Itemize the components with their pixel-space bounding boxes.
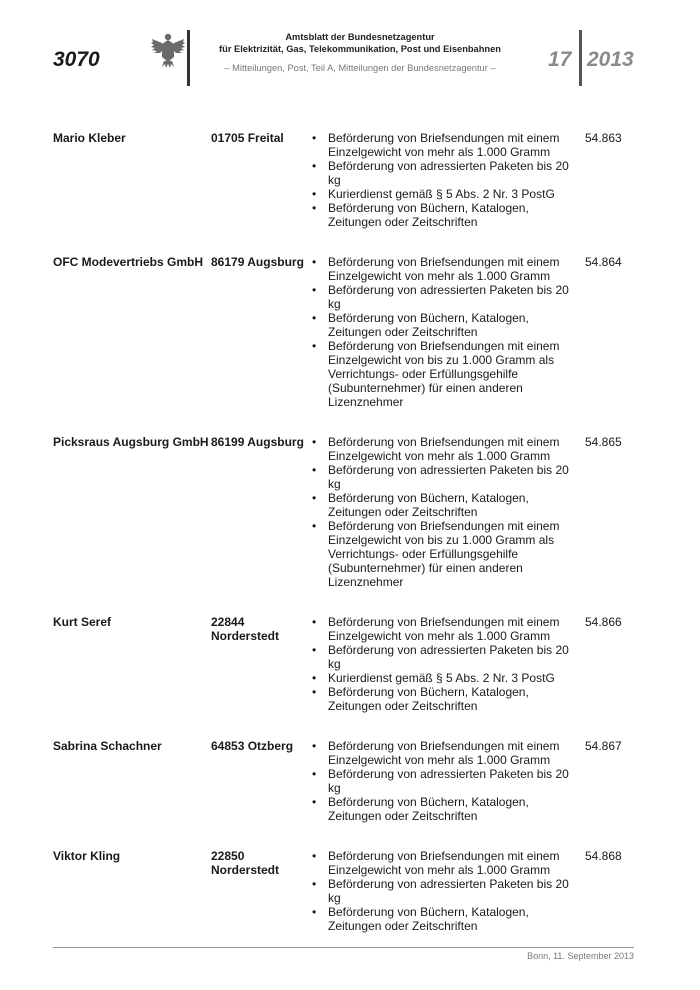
entry-number: 54.867: [585, 739, 622, 753]
service-item: • Kurierdienst gemäß § 5 Abs. 2 Nr. 3 PostG: [328, 671, 573, 685]
footer-date: Bonn, 11. September 2013: [527, 951, 634, 961]
license-entry: [53, 739, 633, 823]
header-title-block: [200, 31, 520, 74]
service-item: • Beförderung von Büchern, Katalogen, Zeitungen oder Zeitschriften: [328, 201, 573, 229]
entry-location: 64853 Otzberg: [211, 739, 294, 753]
service-item: • Beförderung von Briefsendungen mit einem Einzelgewicht von mehr als 1.000 Gramm: [328, 435, 573, 463]
header-title-line1: Amtsblatt der Bundesnetzagentur: [285, 32, 435, 42]
entry-name: Kurt Seref: [53, 615, 112, 629]
header-divider-right: [579, 30, 582, 86]
entry-number: 54.863: [585, 131, 622, 145]
service-list: [53, 435, 573, 589]
entry-name: Sabrina Schachner: [53, 739, 162, 753]
service-item: • Beförderung von adressierten Paketen bis 20 kg: [328, 643, 573, 671]
entry-number: 54.866: [585, 615, 622, 629]
entry-number: 54.868: [585, 849, 622, 863]
entry-location: 86199 Augsburg: [211, 435, 304, 449]
license-entry: [53, 131, 633, 229]
entry-location: 22850 Norderstedt: [211, 849, 280, 877]
header-divider-left: [187, 30, 190, 86]
license-entry: [53, 435, 633, 589]
service-item: • Beförderung von Briefsendungen mit einem Einzelgewicht von mehr als 1.000 Gramm: [328, 739, 573, 767]
page-number: 3070: [53, 48, 100, 71]
service-item: • Beförderung von Büchern, Katalogen, Zeitungen oder Zeitschriften: [328, 685, 573, 713]
service-item: • Beförderung von Büchern, Katalogen, Zeitungen oder Zeitschriften: [328, 491, 573, 519]
license-entry: [53, 615, 633, 713]
service-item: • Beförderung von Briefsendungen mit einem Einzelgewicht von mehr als 1.000 Gramm: [328, 255, 573, 283]
footer-divider: [53, 947, 634, 948]
entry-name: Viktor Kling: [53, 849, 121, 863]
entry-name: Picksraus Augsburg GmbH: [53, 435, 209, 449]
service-item: • Beförderung von Büchern, Katalogen, Zeitungen oder Zeitschriften: [328, 905, 573, 933]
entry-name: Mario Kleber: [53, 131, 126, 145]
entry-number: 54.864: [585, 255, 622, 269]
entry-location: 22844 Norderstedt: [211, 615, 280, 643]
service-item: • Beförderung von Briefsendungen mit einem Einzelgewicht von mehr als 1.000 Gramm: [328, 131, 573, 159]
service-list: [53, 255, 573, 409]
service-item: • Beförderung von Briefsendungen mit einem Einzelgewicht von bis zu 1.000 Gramm als Verrichtungs- oder Erfüllungsgehilfe (Subunternehmer) für einen anderen Lizenznehmer: [328, 519, 573, 589]
service-item: • Beförderung von adressierten Paketen bis 20 kg: [328, 159, 573, 187]
service-item: • Beförderung von adressierten Paketen bis 20 kg: [328, 767, 573, 795]
service-item: • Beförderung von Briefsendungen mit einem Einzelgewicht von bis zu 1.000 Gramm als Verrichtungs- oder Erfüllungsgehilfe (Subunternehmer) für einen anderen Lizenznehmer: [328, 339, 573, 409]
license-entries: [53, 131, 633, 959]
service-item: • Beförderung von adressierten Paketen bis 20 kg: [328, 283, 573, 311]
service-item: • Beförderung von Büchern, Katalogen, Zeitungen oder Zeitschriften: [328, 795, 573, 823]
service-list: [53, 615, 573, 713]
license-entry: [53, 255, 633, 409]
service-item: • Beförderung von Briefsendungen mit einem Einzelgewicht von mehr als 1.000 Gramm: [328, 849, 573, 877]
service-item: • Beförderung von adressierten Paketen bis 20 kg: [328, 463, 573, 491]
service-item: • Beförderung von adressierten Paketen bis 20 kg: [328, 877, 573, 905]
service-item: • Kurierdienst gemäß § 5 Abs. 2 Nr. 3 PostG: [328, 187, 573, 201]
entry-location: 01705 Freital: [211, 131, 284, 145]
service-item: • Beförderung von Briefsendungen mit einem Einzelgewicht von mehr als 1.000 Gramm: [328, 615, 573, 643]
federal-eagle-icon: [150, 31, 186, 69]
entry-name: OFC Modevertriebs GmbH: [53, 255, 204, 269]
service-item: • Beförderung von Büchern, Katalogen, Zeitungen oder Zeitschriften: [328, 311, 573, 339]
service-list: [53, 131, 573, 229]
entry-number: 54.865: [585, 435, 622, 449]
issue-number: 17: [548, 48, 572, 71]
header-subtitle: – Mitteilungen, Post, Teil A, Mitteilungen der Bundesnetzagentur –: [224, 63, 496, 73]
license-entry: [53, 849, 633, 933]
issue-year: 2013: [587, 48, 634, 71]
header-title-line2: für Elektrizität, Gas, Telekommunikation, Post und Eisenbahnen: [219, 44, 501, 54]
entry-location: 86179 Augsburg: [211, 255, 304, 269]
